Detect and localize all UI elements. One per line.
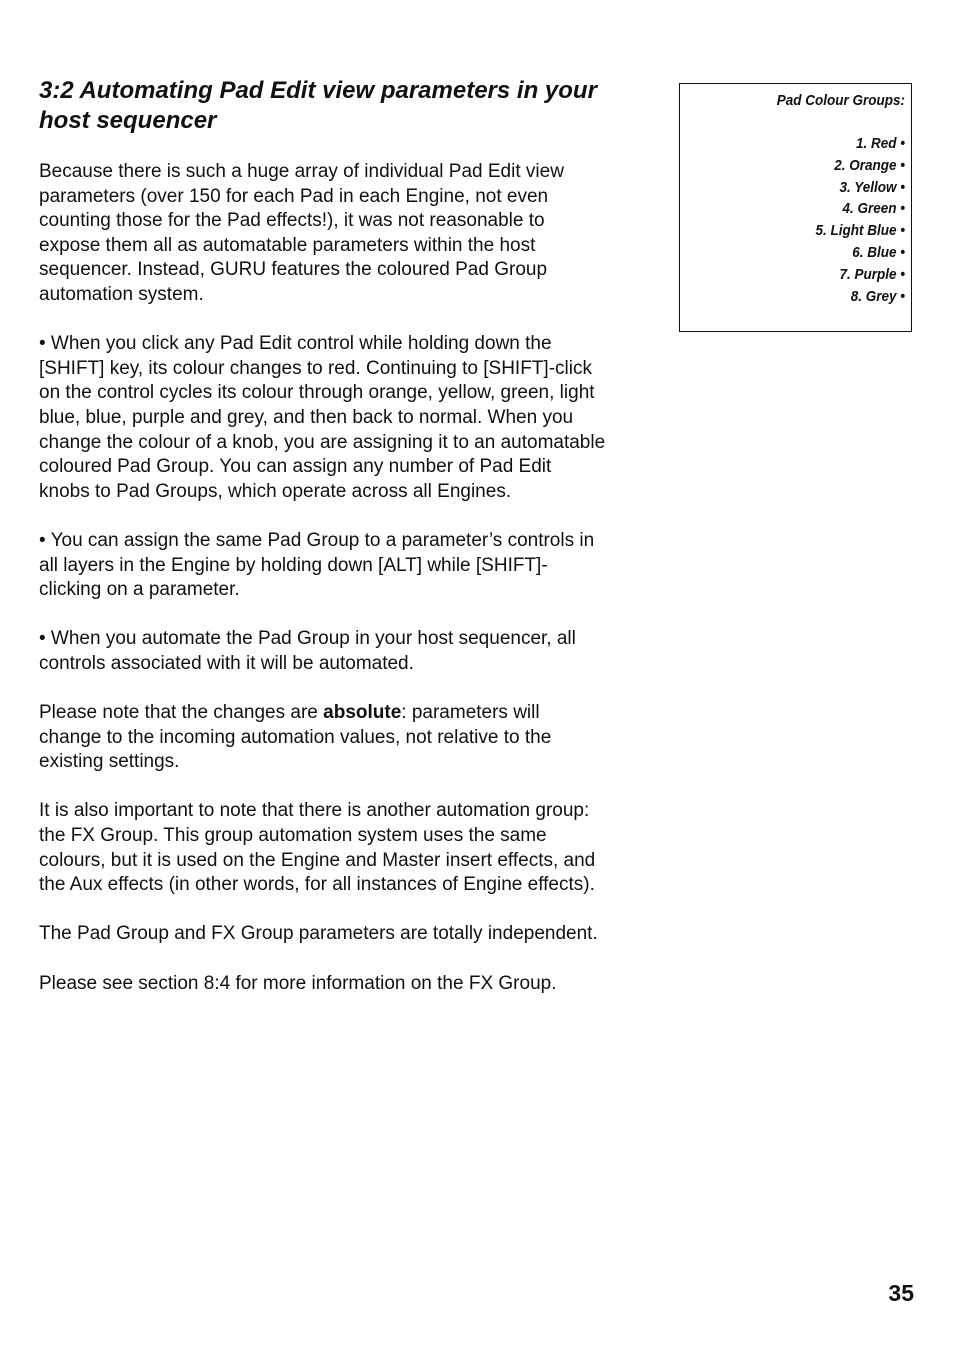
pad-colour-groups-box [679, 83, 912, 332]
absolute-text-before: Please note that the changes are [39, 702, 324, 724]
paragraph-absolute [39, 701, 607, 775]
absolute-emphasis: absolute [323, 702, 402, 724]
colour-group-item: 2. Orange • [834, 156, 905, 174]
colour-group-item: 6. Blue • [852, 243, 905, 261]
colour-group-item: 8. Grey • [850, 287, 905, 305]
section-heading: 3:2 Automating Pad Edit view parameters in your host sequencer [39, 77, 597, 134]
paragraph-automate: • When you automate the Pad Group in your host sequencer, all controls associated with it will be automated. [39, 628, 576, 674]
body-text [39, 160, 607, 1021]
paragraph-see-section: Please see section 8:4 for more information on the FX Group. [39, 972, 557, 994]
absolute-text-after: : parameters will change to the incoming automation values, not relative to the existing settings. [39, 702, 552, 773]
colour-group-item: 7. Purple • [839, 265, 905, 283]
paragraph-alt-shift: • You can assign the same Pad Group to a parameter’s controls in all layers in the Engine by holding down [ALT] while [SHIFT]-clicking on a parameter. [39, 529, 595, 601]
paragraph-intro: Because there is such a huge array of individual Pad Edit view parameters (over 150 for each Pad in each Engine, not even counting those for the Pad effects!), it was not reasonable to expose them all as automatable parameters within the host sequencer. Instead, GURU features the coloured Pad Group automation system. [39, 161, 564, 305]
colour-group-item: 5. Light Blue • [815, 222, 905, 240]
page-number: 35 [888, 1280, 914, 1306]
colour-group-item: 1. Red • [856, 135, 905, 152]
colour-group-item: 3. Yellow • [839, 178, 905, 196]
colour-group-item: 4. Green • [842, 200, 905, 218]
paragraph-fx-group: It is also important to note that there is another automation group: the FX Group. This group automation system uses the same colours, but it is used on the Engine and Master insert effects, and the Aux effects (in other words, for all instances of Engine effects). [39, 800, 596, 896]
colour-group-list [680, 133, 905, 307]
paragraph-shift-click: • When you click any Pad Edit control while holding down the [SHIFT] key, its colour changes to red. Continuing to [SHIFT]-click on the control cycles its colour through orange, yellow, green, light blue, blue, purple and grey, and then back to normal. When you change the colour of a knob, you are assigning it to an automatable coloured Pad Group. You can assign any number of Pad Edit knobs to Pad Groups, which operate across all Engines. [39, 333, 606, 502]
paragraph-independent: The Pad Group and FX Group parameters are totally independent. [39, 923, 598, 945]
sidebar-title: Pad Colour Groups: [776, 92, 905, 109]
